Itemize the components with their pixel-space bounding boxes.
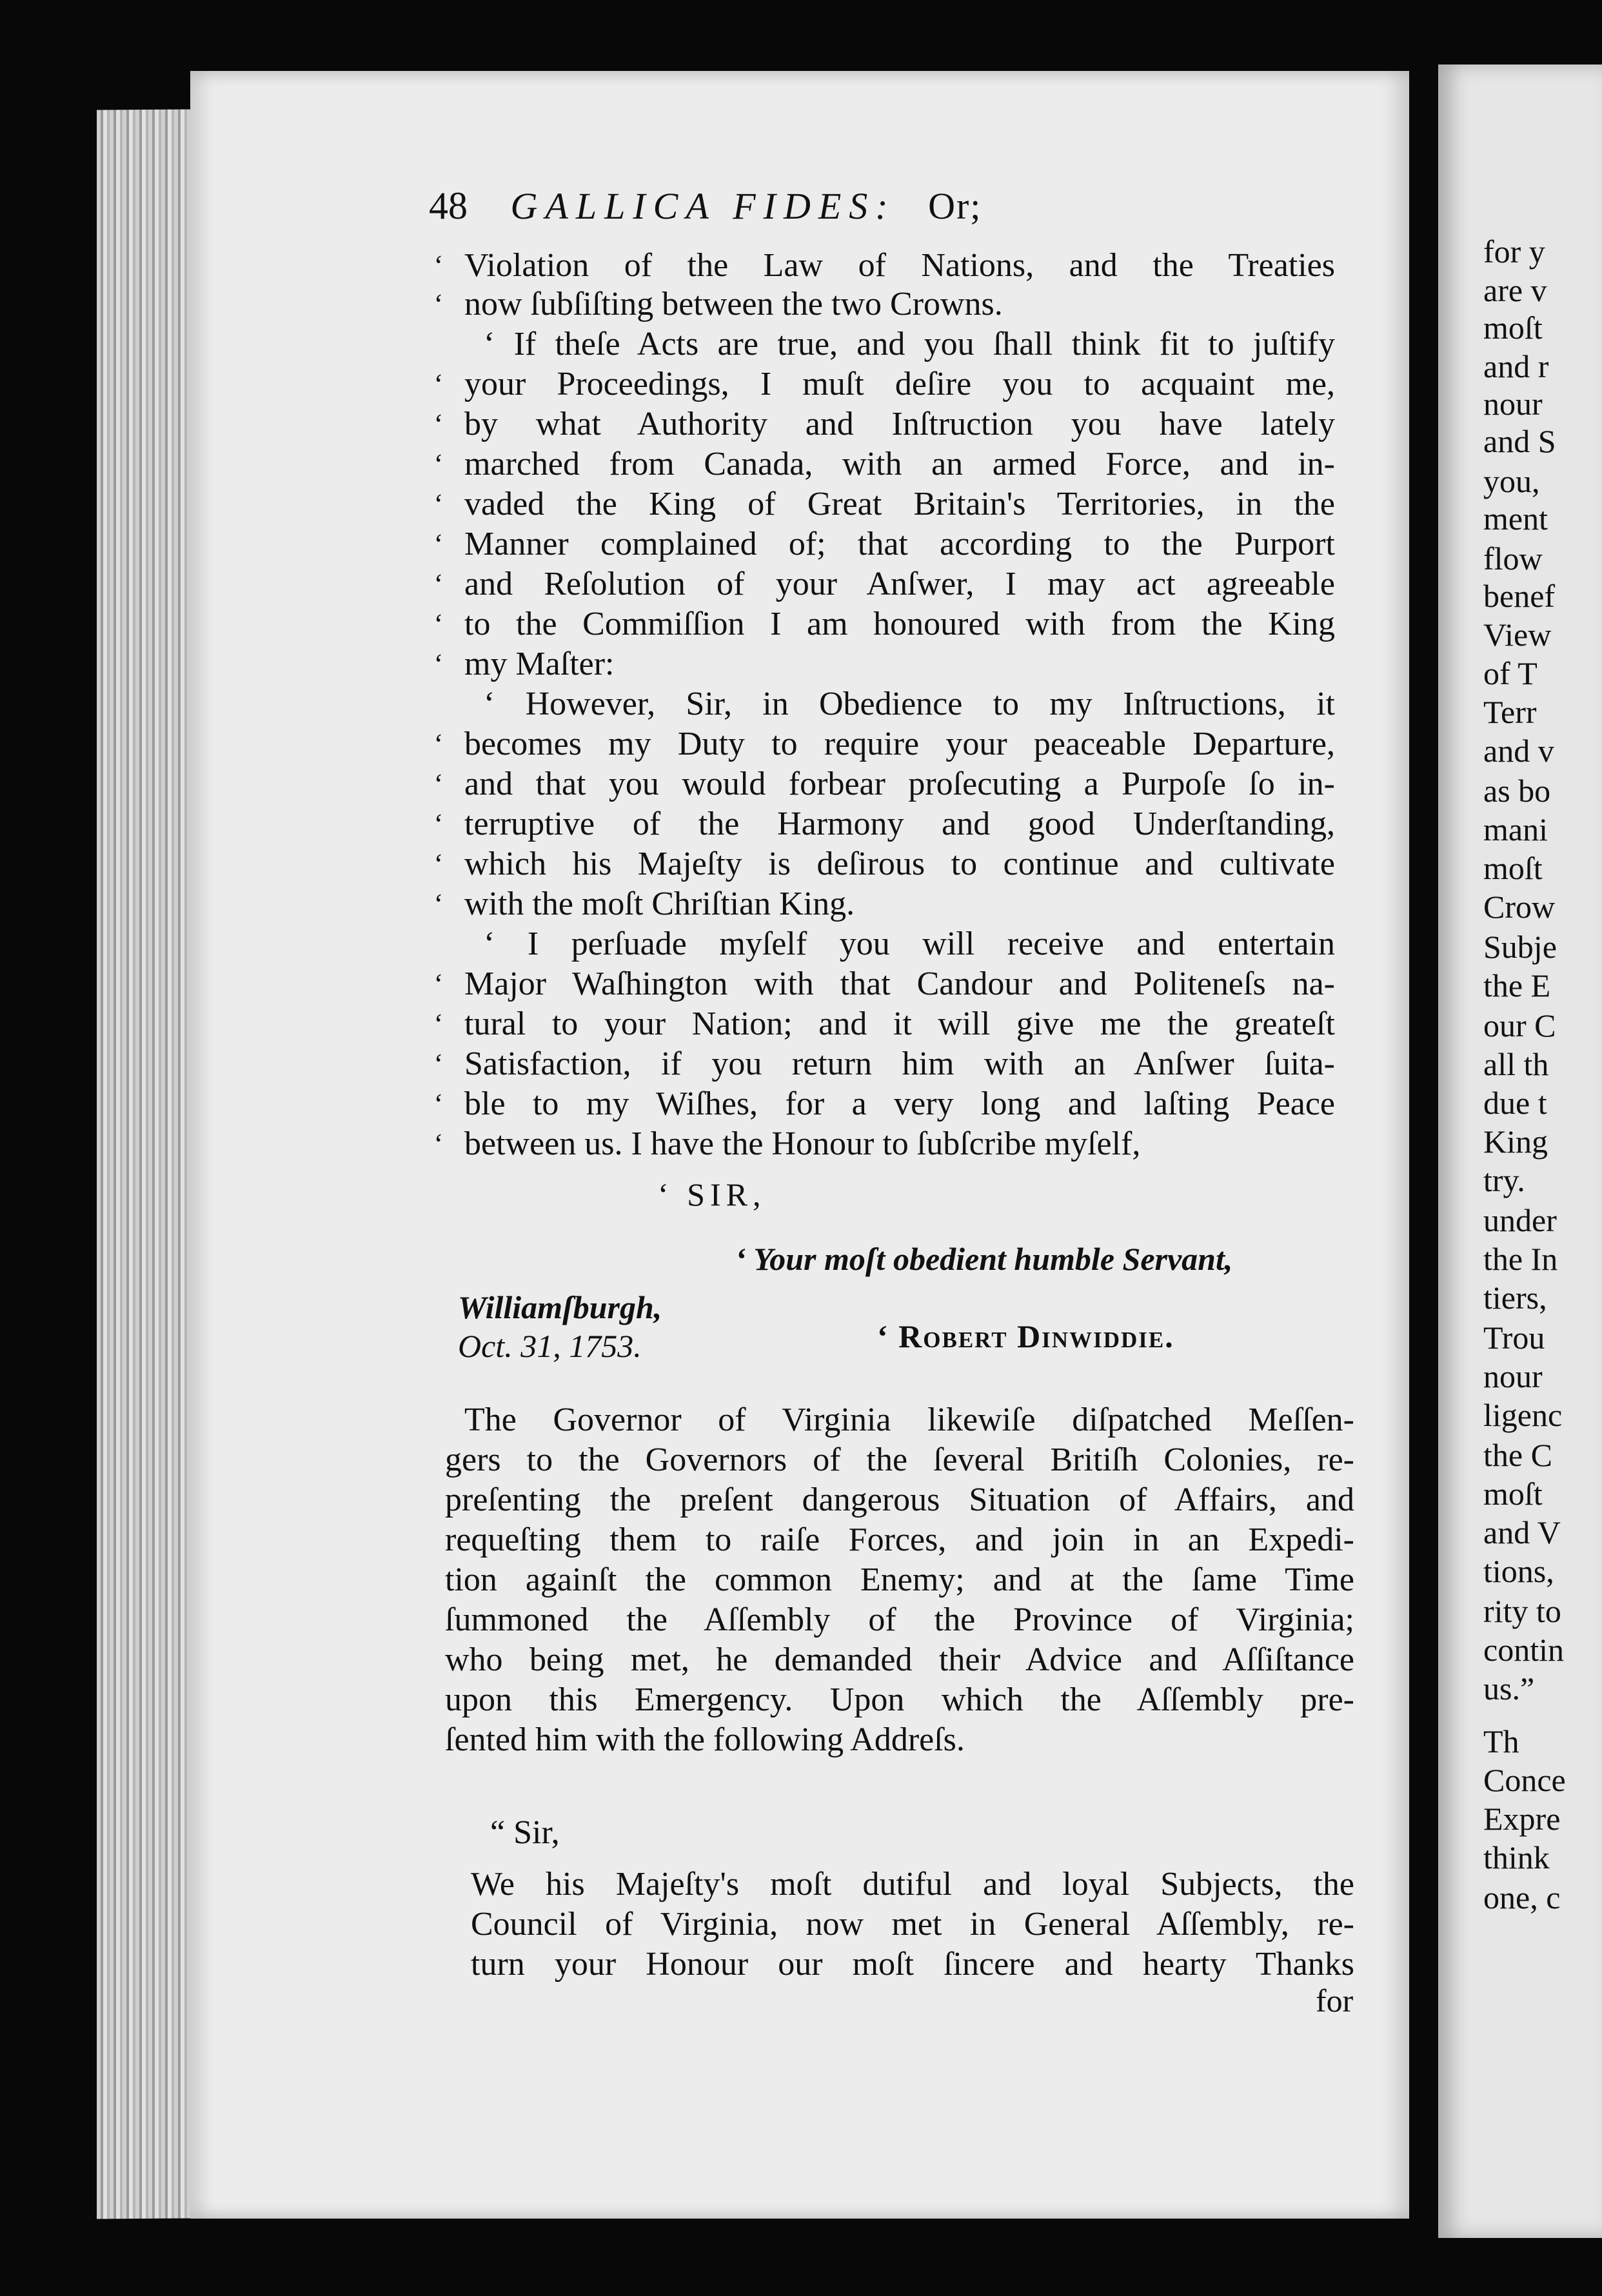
right-page-line: you, <box>1483 463 1540 499</box>
right-page-line: tiers, <box>1483 1280 1547 1316</box>
address-line: turn your Honour our moſt ſincere and hearty Thanks <box>471 1946 1354 1983</box>
right-page-line: benef <box>1483 578 1556 614</box>
right-page-line: Crow <box>1483 889 1556 925</box>
letter-line: Violation of the Law of Nations, and the Treaties <box>464 247 1335 284</box>
quote-mark: ‘ <box>433 368 444 400</box>
right-page-line: are v <box>1483 272 1547 308</box>
right-page-line: of T <box>1483 655 1538 691</box>
quote-mark: ‘ <box>433 968 444 1000</box>
right-page-line: as bo <box>1483 773 1551 809</box>
narrative-line: requeſting them to raiſe Forces, and join in an Expedi- <box>445 1521 1354 1558</box>
address-salutation: “ Sir, <box>490 1814 560 1851</box>
quote-mark: ‘ <box>433 488 444 520</box>
right-page-line: contin <box>1483 1632 1564 1668</box>
right-page-line: and S <box>1483 423 1556 459</box>
quote-mark: ‘ <box>433 768 444 800</box>
right-page-line: Expre <box>1483 1801 1561 1837</box>
right-page-line: and v <box>1483 733 1554 769</box>
address-line: We his Majeſty's moſt dutiful and loyal Subjects, the <box>471 1866 1354 1903</box>
salutation: ‘ SIR, <box>658 1176 766 1212</box>
right-page-line: for y <box>1483 233 1545 270</box>
right-page-line: ligenc <box>1483 1397 1563 1433</box>
letter-line: which his Majeſty is deſirous to continue and cultivate <box>464 846 1335 882</box>
letter-line: ‘ If theſe Acts are true, and you ſhall think fit to juſtify <box>484 326 1335 362</box>
right-page-line: the In <box>1483 1241 1558 1277</box>
valediction-text: Your moſt obedient humble Servant, <box>753 1241 1233 1277</box>
quote-mark: ‘ <box>433 408 444 440</box>
place: Williamſburgh, <box>458 1289 662 1325</box>
narrative-line: gers to the Governors of the ſeveral Britiſh Colonies, re- <box>445 1441 1354 1478</box>
running-head <box>429 184 982 235</box>
right-page-line: and r <box>1483 348 1549 384</box>
letter-line: and Reſolution of your Anſwer, I may act agreeable <box>464 566 1335 602</box>
right-page-line: nour <box>1483 386 1543 422</box>
right-page-line: our C <box>1483 1007 1556 1044</box>
letter-line: Satisfaction, if you return him with an Anſwer ſuita- <box>464 1045 1335 1082</box>
letter-line: now ſubſiſting between the two Crowns. <box>464 286 1003 322</box>
right-page-line: moſt <box>1483 1476 1543 1512</box>
letter-line: between us. I have the Honour to ſubſcribe myſelf, <box>464 1125 1141 1162</box>
right-page-line: King <box>1483 1123 1548 1160</box>
quote-mark: ‘ <box>433 848 444 880</box>
right-page-line: moſt <box>1483 310 1543 346</box>
narrative-line: who being met, he demanded their Advice and Aſſiſtance <box>445 1641 1354 1678</box>
letter-line: tural to your Nation; and it will give me the greateſt <box>464 1005 1335 1042</box>
right-page-line: moſt <box>1483 850 1543 886</box>
catchword: for <box>1316 1983 1354 2019</box>
right-page-line: us.” <box>1483 1670 1535 1707</box>
letter-line: my Maſter: <box>464 646 615 682</box>
date: Oct. 31, 1753. <box>458 1328 642 1364</box>
right-page-line: all th <box>1483 1046 1549 1082</box>
right-page-line: View <box>1483 617 1552 653</box>
running-title: GALLICA FIDES: <box>510 185 896 227</box>
right-page-line: nour <box>1483 1358 1543 1394</box>
right-page-line: Conce <box>1483 1762 1566 1798</box>
signature-text: Robert Dinwiddie. <box>898 1318 1174 1354</box>
narrative-line: preſenting the preſent dangerous Situation of Affairs, and <box>445 1481 1354 1518</box>
letter-line: and that you would forbear proſecuting a Purpoſe ſo in- <box>464 766 1335 802</box>
narrative-line: ſummoned the Aſſembly of the Province of Virginia; <box>445 1601 1354 1638</box>
letter-line: your Proceedings, I muſt deſire you to acquaint me, <box>464 366 1335 402</box>
quote-mark: ‘ <box>433 608 444 640</box>
running-title-or: Or; <box>928 185 982 227</box>
letter-line-text: If theſe Acts are true, and you ſhall think fit to juſtify <box>513 326 1335 362</box>
right-page-line: and V <box>1483 1514 1561 1550</box>
right-page-line: flow <box>1483 540 1543 577</box>
narrative-line: The Governor of Virginia likewiſe diſpatched Meſſen- <box>464 1401 1354 1438</box>
letter-line: Manner complained of; that according to the Purport <box>464 526 1335 562</box>
right-page-line: the E <box>1483 967 1551 1004</box>
right-page-line: think <box>1483 1839 1550 1875</box>
quote-mark <box>429 324 448 365</box>
page-number: 48 <box>429 184 468 227</box>
letter-line: ‘ I perſuade myſelf you will receive and entertain <box>484 925 1335 962</box>
letter-line: ‘ However, Sir, in Obedience to my Inſtructions, it <box>484 686 1335 722</box>
right-page-line: rity to <box>1483 1593 1561 1629</box>
right-page-line: Subje <box>1483 929 1557 965</box>
quote-mark: ‘ <box>433 1088 444 1120</box>
letter-line: to the Commiſſion I am honoured with from the King <box>464 606 1335 642</box>
narrative-line: tion againſt the common Enemy; and at the ſame Time <box>445 1561 1354 1598</box>
right-page-line: Trou <box>1483 1320 1545 1356</box>
right-page-line: tions, <box>1483 1553 1554 1589</box>
right-page-line: the C <box>1483 1437 1552 1473</box>
letter-line: with the moſt Chriſtian King. <box>464 886 855 922</box>
quote-mark: ‘ <box>433 528 444 560</box>
quote-mark: ‘ <box>433 1008 444 1040</box>
address-line: Council of Virginia, now met in General Aſſembly, re- <box>471 1906 1354 1943</box>
letter-line: marched from Canada, with an armed Force, and in- <box>464 446 1335 482</box>
letter-line: becomes my Duty to require your peaceable Departure, <box>464 726 1335 762</box>
quote-mark: ‘ <box>433 448 444 480</box>
valediction: ‘ Your moſt obedient humble Servant, <box>735 1241 1233 1277</box>
right-page-line: due t <box>1483 1085 1547 1121</box>
salutation-text: SIR, <box>687 1176 766 1212</box>
narrative-line: ſented him with the following Addreſs. <box>445 1721 965 1758</box>
letter-line: terruptive of the Harmony and good Underſtanding, <box>464 806 1335 842</box>
quote-mark: ‘ <box>433 648 444 680</box>
right-page-line: mani <box>1483 811 1548 847</box>
signature: ‘ Robert Dinwiddie. <box>877 1318 1174 1354</box>
right-page-line: one, c <box>1483 1879 1561 1915</box>
letter-line: by what Authority and Inſtruction you have lately <box>464 406 1335 442</box>
narrative-line: upon this Emergency. Upon which the Aſſembly pre- <box>445 1681 1354 1718</box>
quote-mark: ‘ <box>433 728 444 760</box>
right-page-line: ment <box>1483 500 1548 537</box>
letter-line: Major Waſhington with that Candour and Politeneſs na- <box>464 965 1335 1002</box>
quote-mark: ‘ <box>433 1128 444 1160</box>
quote-mark: ‘ <box>433 250 444 281</box>
quote-mark: ‘ <box>433 1048 444 1080</box>
quote-mark: ‘ <box>433 568 444 600</box>
quote-mark: ‘ <box>433 888 444 920</box>
quote-mark: ‘ <box>433 288 444 320</box>
book-edge <box>97 109 193 2219</box>
right-page-line: try. <box>1483 1162 1525 1198</box>
letter-line-text: I perſuade myſelf you will receive and entertain <box>527 925 1335 962</box>
right-page-line: Th <box>1483 1723 1519 1759</box>
quote-mark: ‘ <box>433 808 444 840</box>
right-page-line: under <box>1483 1202 1557 1238</box>
letter-line: ble to my Wiſhes, for a very long and laſting Peace <box>464 1085 1335 1122</box>
letter-line: vaded the King of Great Britain's Territories, in the <box>464 486 1335 522</box>
letter-line-text: However, Sir, in Obedience to my Inſtructions, it <box>525 686 1335 722</box>
right-page-line: Terr <box>1483 694 1537 730</box>
